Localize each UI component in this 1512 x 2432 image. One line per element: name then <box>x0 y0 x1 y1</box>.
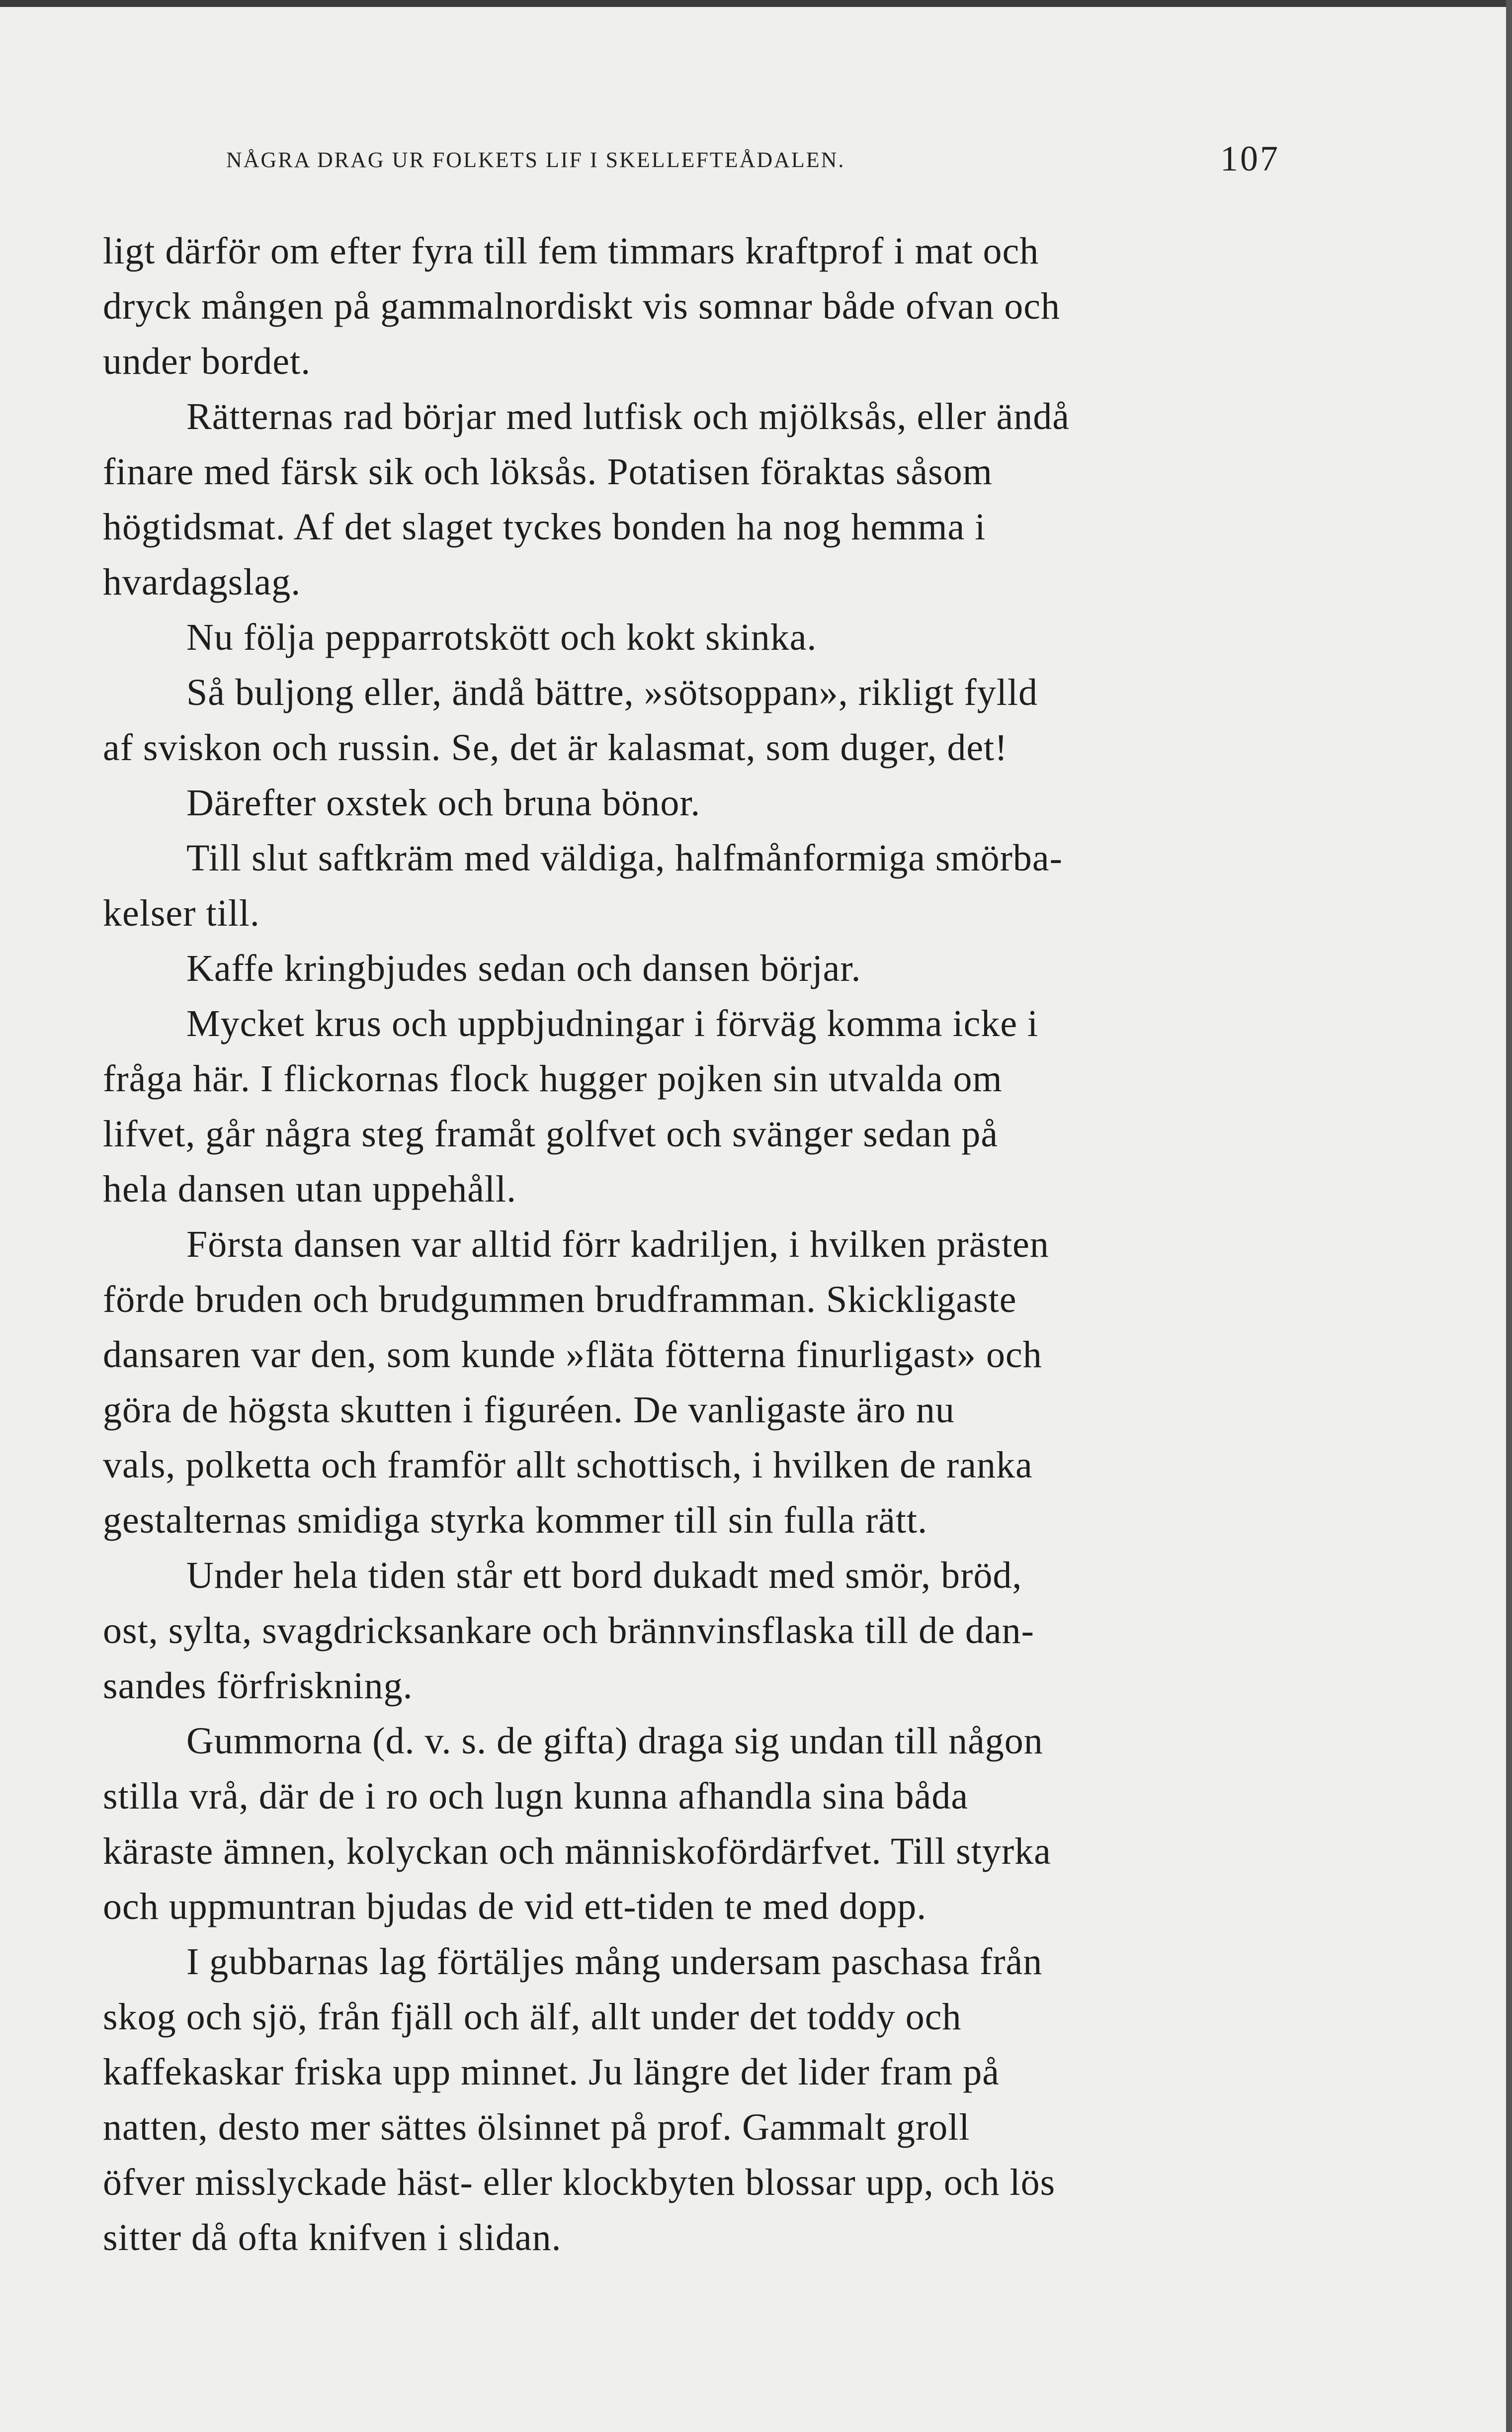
text-line: Till slut saftkräm med väldiga, halfmånformiga smörba- <box>186 837 1063 879</box>
text-line: Under hela tiden står ett bord dukadt med smör, bröd, <box>186 1555 1022 1596</box>
text-line: öfver misslyckade häst- eller klockbyten blossar upp, och lös <box>103 2162 1056 2203</box>
text-line: skog och sjö, från fjäll och älf, allt under det toddy och <box>103 1996 962 2038</box>
text-line: under bordet. <box>103 341 311 382</box>
text-line: af sviskon och russin. Se, det är kalasmat, som duger, det! <box>103 727 1008 769</box>
text-line: I gubbarnas lag förtäljes mång undersam paschasa från <box>186 1941 1043 1983</box>
running-title: NÅGRA DRAG UR FOLKETS LIF I SKELLEFTEÅDALEN. <box>226 148 845 172</box>
text-line: högtidsmat. Af det slaget tyckes bonden ha nog hemma i <box>103 506 986 548</box>
text-line: Nu följa pepparrotskött och kokt skinka. <box>186 616 817 658</box>
text-line: käraste ämnen, kolyckan och människofördärfvet. Till styrka <box>103 1830 1051 1872</box>
text-line: lifvet, går några steg framåt golfvet och svänger sedan på <box>103 1113 999 1155</box>
text-line: sitter då ofta knifven i slidan. <box>103 2217 562 2258</box>
text-line: natten, desto mer sättes ölsinnet på prof. Gammalt groll <box>103 2106 970 2148</box>
scan-border-right <box>1506 0 1512 2432</box>
text-line: Rätternas rad börjar med lutfisk och mjölksås, eller ändå <box>186 396 1070 437</box>
text-line: förde bruden och brudgummen brudframman. Skickligaste <box>103 1279 1017 1320</box>
page-number: 107 <box>1220 139 1280 178</box>
text-line: gestalternas smidiga styrka kommer till sin fulla rätt. <box>103 1499 928 1541</box>
text-line: sandes förfriskning. <box>103 1665 413 1707</box>
text-line: hela dansen utan uppehåll. <box>103 1168 517 1210</box>
text-line: kaffekaskar friska upp minnet. Ju längre det lider fram på <box>103 2051 1000 2093</box>
text-line: Så buljong eller, ändå bättre, »sötsoppan», rikligt fylld <box>186 672 1038 713</box>
text-line: Första dansen var alltid förr kadriljen, i hvilken prästen <box>186 1223 1049 1265</box>
scan-border-top <box>0 0 1512 7</box>
text-line: Därefter oxstek och bruna bönor. <box>186 782 701 824</box>
text-line: dansaren var den, som kunde »fläta fötterna finurligast» och <box>103 1334 1042 1376</box>
running-header <box>226 138 1280 183</box>
text-line: hvardagslag. <box>103 561 301 603</box>
text-line: göra de högsta skutten i figuréen. De vanligaste äro nu <box>103 1389 955 1431</box>
text-line: vals, polketta och framför allt schottisch, i hvilken de ranka <box>103 1444 1033 1486</box>
body-text <box>103 224 1280 2265</box>
text-line: Gummorna (d. v. s. de gifta) draga sig undan till någon <box>186 1720 1043 1762</box>
text-line: stilla vrå, där de i ro och lugn kunna afhandla sina båda <box>103 1775 969 1817</box>
text-line: dryck mången på gammalnordiskt vis somnar både ofvan och <box>103 285 1060 327</box>
text-line: ost, sylta, svagdricksankare och brännvinsflaska till de dan- <box>103 1610 1034 1651</box>
text-line: och uppmuntran bjudas de vid ett-tiden te med dopp. <box>103 1886 927 1927</box>
text-line: Kaffe kringbjudes sedan och dansen börjar. <box>186 948 861 989</box>
text-line: Mycket krus och uppbjudningar i förväg komma icke i <box>186 1003 1039 1044</box>
text-line: kelser till. <box>103 892 260 934</box>
text-line: ligt därför om efter fyra till fem timmars kraftprof i mat och <box>103 230 1039 272</box>
text-line: fråga här. I flickornas flock hugger pojken sin utvalda om <box>103 1058 1003 1100</box>
text-line: finare med färsk sik och löksås. Potatisen föraktas såsom <box>103 451 993 493</box>
